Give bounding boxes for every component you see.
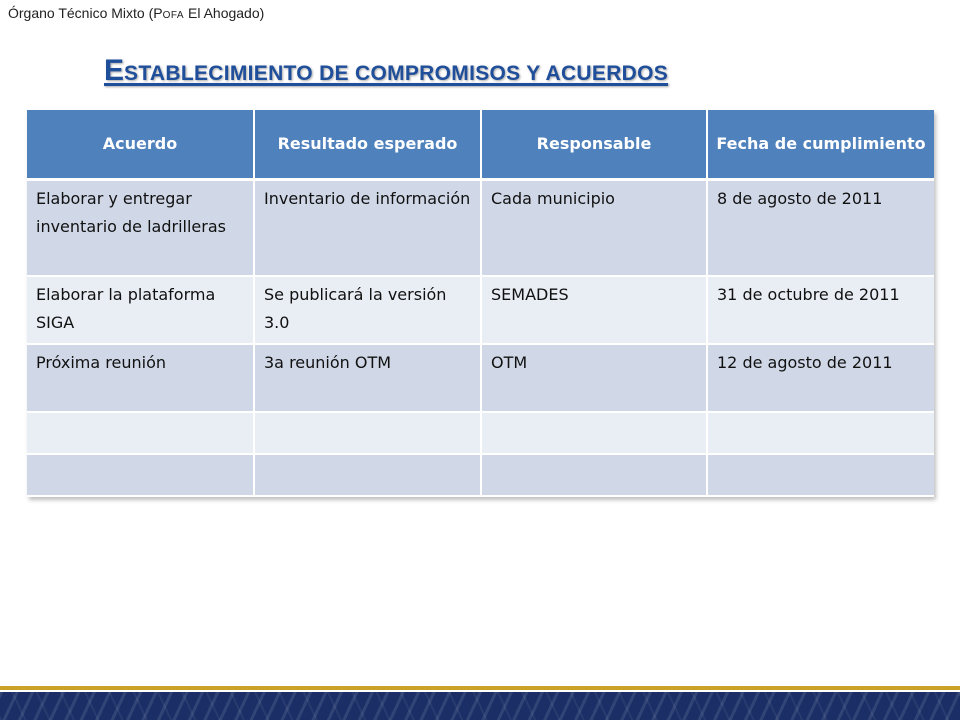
table-cell: 31 de octubre de 2011 [707, 276, 934, 344]
semades-rest: EMADES [501, 285, 569, 304]
header-prefix: Órgano Técnico Mixto ( [8, 5, 154, 21]
table-cell: Elaborar y entregar inventario de ladrilleras [27, 180, 254, 277]
table-cell-responsable-semades [481, 276, 707, 344]
header-sc-rest: OFA [162, 10, 185, 21]
table-row-empty [27, 454, 934, 496]
table-cell: OTM [481, 344, 707, 412]
table-cell: Elaborar la plataforma SIGA [27, 276, 254, 344]
table-row [27, 276, 934, 344]
footer-decoration [0, 686, 960, 720]
column-header-acuerdo: Acuerdo [27, 110, 254, 180]
semades-cap: S [491, 285, 502, 304]
document-header [8, 5, 264, 21]
title-first-letter: E [104, 54, 125, 87]
table-cell: 12 de agosto de 2011 [707, 344, 934, 412]
table-cell: 8 de agosto de 2011 [707, 180, 934, 277]
table-cell: Inventario de información [254, 180, 481, 277]
header-suffix: El Ahogado) [184, 5, 265, 21]
table-cell: 3a reunión OTM [254, 344, 481, 412]
table-row [27, 344, 934, 412]
table-cell-empty [707, 454, 934, 496]
header-sc-first: P [153, 5, 163, 21]
table-cell-empty [27, 454, 254, 496]
table-cell: Se publicará la versión 3.0 [254, 276, 481, 344]
table-cell-empty [481, 412, 707, 454]
table-cell-empty [707, 412, 934, 454]
table-cell-empty [481, 454, 707, 496]
table-cell: Próxima reunión [27, 344, 254, 412]
table-cell-empty [254, 412, 481, 454]
table-row [27, 180, 934, 277]
column-header-fecha: Fecha de cumplimiento [707, 110, 934, 180]
column-header-resultado: Resultado esperado [254, 110, 481, 180]
slide-title [104, 54, 668, 88]
column-header-responsable: Responsable [481, 110, 707, 180]
title-rest: STABLECIMIENTO DE COMPROMISOS Y ACUERDOS [124, 62, 669, 85]
agreements-table [27, 110, 934, 497]
table-cell-empty [254, 454, 481, 496]
table-header-row [27, 110, 934, 180]
table-row-empty [27, 412, 934, 454]
footer-pattern-band [0, 692, 960, 720]
table-cell-empty [27, 412, 254, 454]
table-cell: Cada municipio [481, 180, 707, 277]
